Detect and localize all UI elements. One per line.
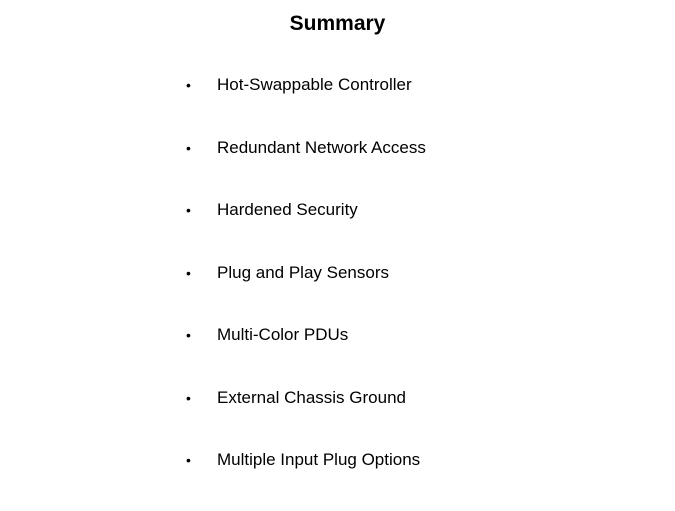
bullet-text: Hardened Security [217, 200, 358, 219]
bullet-text: External Chassis Ground [217, 387, 406, 407]
bullet-text: Multi-Color PDUs [217, 325, 349, 344]
bullet-text: Hot-Swappable Controller [217, 75, 412, 94]
bullet-icon: • [186, 452, 191, 468]
bullet-text: Multiple Input Plug Options [217, 450, 421, 469]
bullet-icon: • [186, 327, 191, 343]
bullet-icon: • [186, 139, 191, 156]
bullet-text: Redundant Network Access [217, 137, 426, 157]
bullet-icon: • [186, 77, 191, 93]
bullet-icon: • [186, 202, 191, 218]
bullet-text: Plug and Play Sensors [217, 262, 389, 282]
slide-title: Summary [289, 12, 386, 35]
bullet-icon: • [186, 264, 191, 281]
bullet-icon: • [186, 389, 191, 406]
